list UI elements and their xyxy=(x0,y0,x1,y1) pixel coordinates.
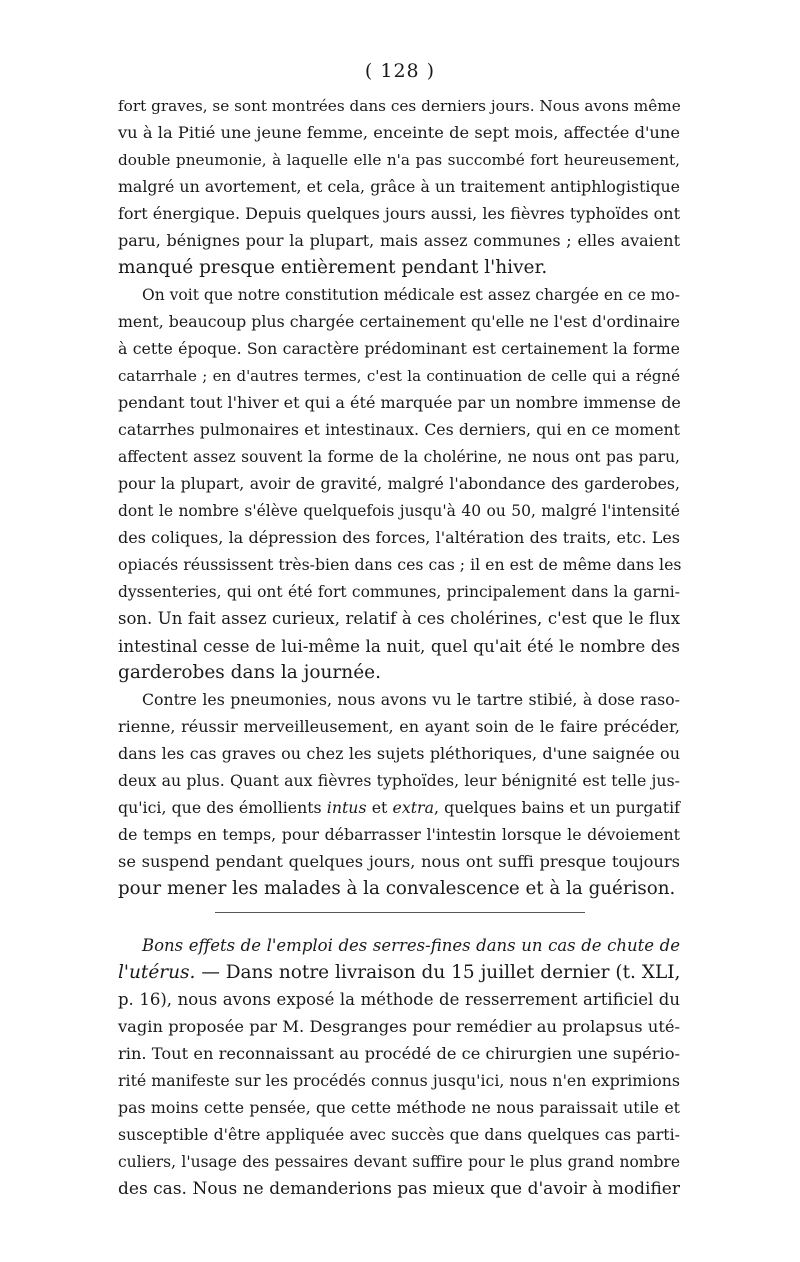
text-line: pendant tout l'hiver et qui a été marquée par un nombre immense de xyxy=(118,393,681,412)
text-line-mixed xyxy=(118,960,680,986)
text-line: fort énergique. Depuis quelques jours aussi, les fièvres typhoïdes ont xyxy=(118,204,680,223)
text-line: On voit que notre constitution médicale est assez chargée en ce mo- xyxy=(142,286,680,304)
text-line: des cas. Nous ne demanderions pas mieux que d'avoir à modifier xyxy=(118,1179,680,1199)
text-line: Contre les pneumonies, nous avons vu le tartre stibié, à dose raso- xyxy=(142,690,680,709)
text-line: dyssenteries, qui ont été fort communes, principalement dans la garni- xyxy=(118,583,680,601)
text-segment: et xyxy=(371,798,388,817)
text-line: dont le nombre s'élève quelquefois jusqu'à 40 ou 50, malgré l'intensité xyxy=(118,502,680,520)
text-line: rin. Tout en reconnaissant au procédé de ce chirurgien une supério- xyxy=(118,1044,680,1063)
text-line: vagin proposée par M. Desgranges pour remédier au prolapsus uté- xyxy=(118,1017,680,1036)
text-line: vu à la Pitié une jeune femme, enceinte de sept mois, affectée d'une xyxy=(118,123,680,142)
text-line: opiacés réussissent très-bien dans ces cas ; il en est de même dans les xyxy=(118,555,682,574)
text-line: double pneumonie, à laquelle elle n'a pas succombé fort heureusement, xyxy=(118,151,680,169)
text-segment: — Dans notre livraison du 15 juillet dernier (t. XLI, xyxy=(195,962,681,983)
text-line: rienne, réussir merveilleusement, en ayant soin de le faire précéder, xyxy=(118,717,680,736)
text-line: à cette époque. Son caractère prédominant est certainement la forme xyxy=(118,339,680,358)
section-heading: Bons effets de l'emploi des serres-fines dans un cas de chute de xyxy=(142,936,680,955)
text-segment: , quelques bains et un purgatif xyxy=(433,798,680,817)
text-line: fort graves, se sont montrées dans ces derniers jours. Nous avons même xyxy=(118,97,681,115)
text-line: des coliques, la dépression des forces, l'altération des traits, etc. Les xyxy=(118,528,680,547)
text-line: susceptible d'être appliquée avec succès que dans quelques cas parti- xyxy=(118,1125,680,1144)
text-line: pour la plupart, avoir de gravité, malgré l'abondance des garderobes, xyxy=(118,474,680,493)
text-line: affectent assez souvent la forme de la cholérine, ne nous ont pas paru, xyxy=(118,448,680,466)
text-line: se suspend pendant quelques jours, nous ont suffi presque toujours xyxy=(118,852,680,871)
text-line: catarrhale ; en d'autres termes, c'est la continuation de celle qui a régné xyxy=(118,367,680,385)
text-segment: qu'ici, que des émollients xyxy=(118,798,322,817)
text-line: culiers, l'usage des pessaires devant suffire pour le plus grand nombre xyxy=(118,1153,680,1171)
text-line-mixed xyxy=(118,795,680,821)
section-heading-end: l'utérus. xyxy=(118,962,196,983)
text-line: intestinal cesse de lui-même la nuit, quel qu'ait été le nombre des xyxy=(118,636,680,656)
text-line: dans les cas graves ou chez les sujets pléthoriques, d'une saignée ou xyxy=(118,744,680,763)
text-line: son. Un fait assez curieux, relatif à ces cholérines, c'est que le flux xyxy=(118,609,680,628)
text-line: pour mener les malades à la convalescence et à la guérison. xyxy=(118,878,676,899)
text-line: malgré un avortement, et cela, grâce à un traitement antiphlogistique xyxy=(118,177,680,196)
page-number: ( 128 ) xyxy=(364,60,436,82)
section-heading-line xyxy=(118,933,680,959)
section-divider xyxy=(215,912,585,913)
text-line: de temps en temps, pour débarrasser l'intestin lorsque le dévoiement xyxy=(118,825,680,844)
italic-word: extra xyxy=(392,798,434,817)
text-line: pas moins cette pensée, que cette méthode ne nous paraissait utile et xyxy=(118,1098,680,1117)
text-line: rité manifeste sur les procédés connus jusqu'ici, nous n'en exprimions xyxy=(118,1071,680,1090)
text-line: deux au plus. Quant aux fièvres typhoïdes, leur bénignité est telle jus- xyxy=(118,771,680,790)
text-line: paru, bénignes pour la plupart, mais assez communes ; elles avaient xyxy=(118,231,680,250)
text-line: ment, beaucoup plus chargée certainement qu'elle ne l'est d'ordinaire xyxy=(118,312,680,331)
text-line: catarrhes pulmonaires et intestinaux. Ces derniers, qui en ce moment xyxy=(118,420,680,439)
text-line: p. 16), nous avons exposé la méthode de resserrement artificiel du xyxy=(118,990,680,1009)
italic-word: intus xyxy=(326,798,367,817)
text-line: garderobes dans la journée. xyxy=(118,662,381,683)
text-line: manqué presque entièrement pendant l'hiver. xyxy=(118,257,548,278)
